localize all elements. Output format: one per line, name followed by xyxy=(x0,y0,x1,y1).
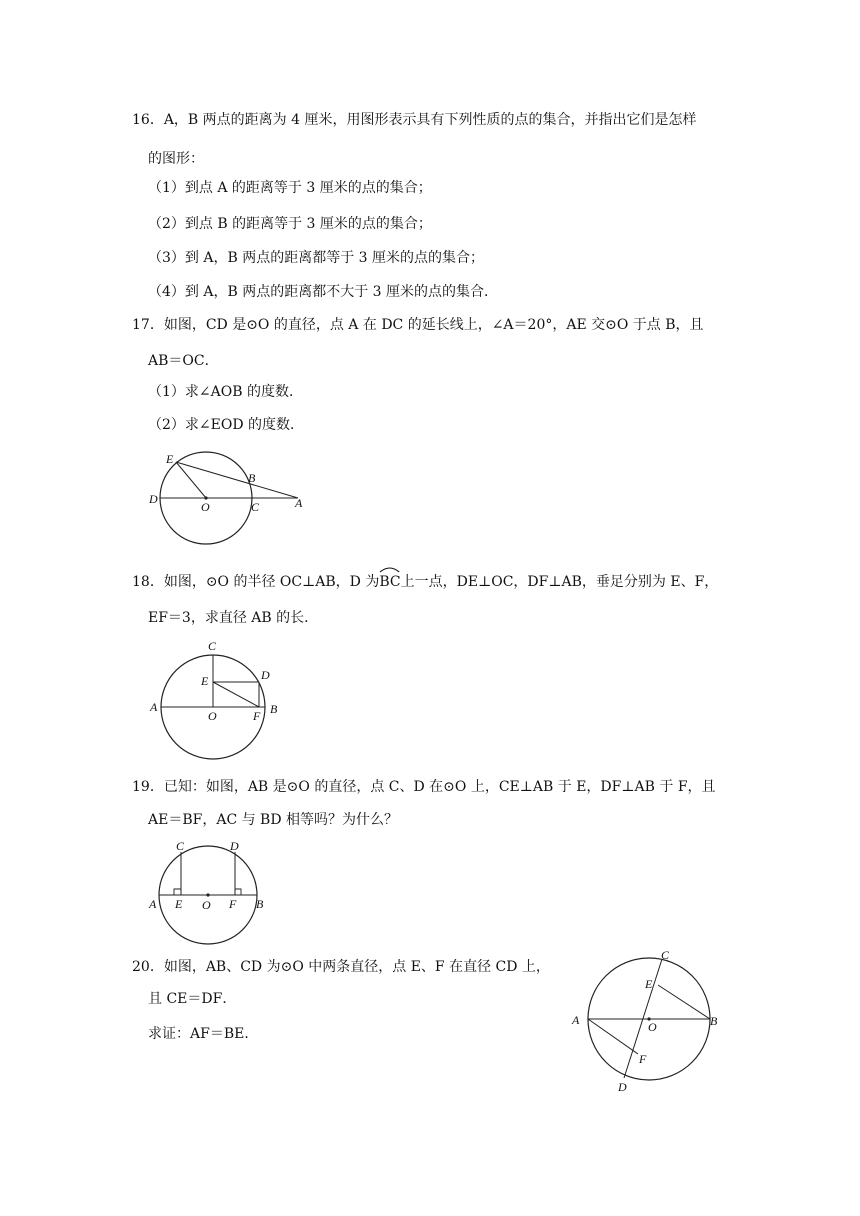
q20-label-d: D xyxy=(618,1080,627,1094)
q20-line1: 20．如图，AB、CD 为⊙O 中两条直径，点 E、F 在直径 CD 上， xyxy=(132,959,550,975)
q18-arc-bc xyxy=(379,572,400,592)
q17-figure xyxy=(140,445,320,545)
q17-sub2: （2）求∠EOD 的度数． xyxy=(148,417,305,433)
q20-label-o: O xyxy=(648,1020,657,1034)
q17-segment-oe xyxy=(176,462,206,498)
q19-label-c: C xyxy=(176,839,185,853)
q16-sub3: （3）到 A，B 两点的距离都等于 3 厘米的点的集合； xyxy=(148,250,485,266)
q19-label-f: F xyxy=(229,897,237,911)
q19-center-dot xyxy=(206,893,209,896)
q19-label-d: D xyxy=(230,839,239,853)
q18-line2: EF＝3，求直径 AB 的长． xyxy=(148,610,319,626)
q17-label-b: B xyxy=(248,471,256,485)
q20-label-a: A xyxy=(572,1013,580,1027)
q19-label-b: B xyxy=(256,897,264,911)
q19-label-e: E xyxy=(175,897,183,911)
q19-right-angle-e xyxy=(174,889,181,895)
q17-line1: 17．如图，CD 是⊙O 的直径，点 A 在 DC 的延长线上，∠A＝20°，AE 交⊙O 于点 B，且 xyxy=(132,317,704,333)
q18-label-e: E xyxy=(201,674,209,688)
q18-label-c: C xyxy=(208,639,217,653)
q20-line3: 求证：AF＝BE． xyxy=(148,1026,259,1042)
q17-label-e: E xyxy=(166,452,174,466)
q17-label-d: D xyxy=(149,492,158,506)
q16-sub2: （2）到点 B 的距离等于 3 厘米的点的集合； xyxy=(148,216,432,232)
q18-label-b: B xyxy=(270,702,278,716)
q20-line2: 且 CE＝DF． xyxy=(148,991,237,1007)
q20-label-c: C xyxy=(661,948,670,962)
q16-line1: 16．A，B 两点的距离为 4 厘米，用图形表示具有下列性质的点的集合，并指出它们是怎样 xyxy=(132,112,697,128)
q17-secant-line xyxy=(176,462,298,498)
q20-label-e: E xyxy=(645,977,653,991)
q16-line2: 的图形： xyxy=(148,151,204,167)
q18-line1-part-b: 上一点，DE⊥OC，DF⊥AB，垂足分别为 E、F， xyxy=(400,574,719,590)
q16-sub1: （1）到点 A 的距离等于 3 厘米的点的集合； xyxy=(148,180,432,196)
q19-label-o: O xyxy=(202,898,211,912)
q18-segment-ef xyxy=(213,682,259,707)
q18-arc-label: BC xyxy=(379,574,401,590)
q16-sub4: （4）到 A，B 两点的距离都不大于 3 厘米的点的集合． xyxy=(148,284,499,300)
q18-line1-part-a: 18．如图，⊙O 的半径 OC⊥AB，D 为 xyxy=(132,574,380,590)
q18-label-a: A xyxy=(150,700,158,714)
q17-line2: AB＝OC． xyxy=(148,353,219,369)
q18-line1 xyxy=(132,572,718,592)
q17-label-c: C xyxy=(251,500,260,514)
q17-label-o: O xyxy=(201,500,210,514)
arc-overline-icon xyxy=(379,565,400,573)
q19-line1: 19．已知：如图，AB 是⊙O 的直径，点 C、D 在⊙O 上，CE⊥AB 于 E，DF⊥AB 于 F，且 xyxy=(132,779,716,795)
q19-label-a: A xyxy=(149,897,157,911)
q17-sub1: （1）求∠AOB 的度数． xyxy=(148,384,303,400)
q18-label-d: D xyxy=(261,668,270,682)
q19-right-angle-f xyxy=(235,889,241,895)
q20-label-b: B xyxy=(710,1014,718,1028)
q18-label-f: F xyxy=(253,709,261,723)
q20-label-f: F xyxy=(639,1052,647,1066)
q17-label-a: A xyxy=(295,496,303,510)
q18-label-o: O xyxy=(208,709,217,723)
q18-figure xyxy=(145,637,295,762)
q20-figure xyxy=(565,945,735,1095)
q19-figure xyxy=(145,838,275,948)
q19-line2: AE＝BF，AC 与 BD 相等吗？为什么？ xyxy=(148,812,399,828)
